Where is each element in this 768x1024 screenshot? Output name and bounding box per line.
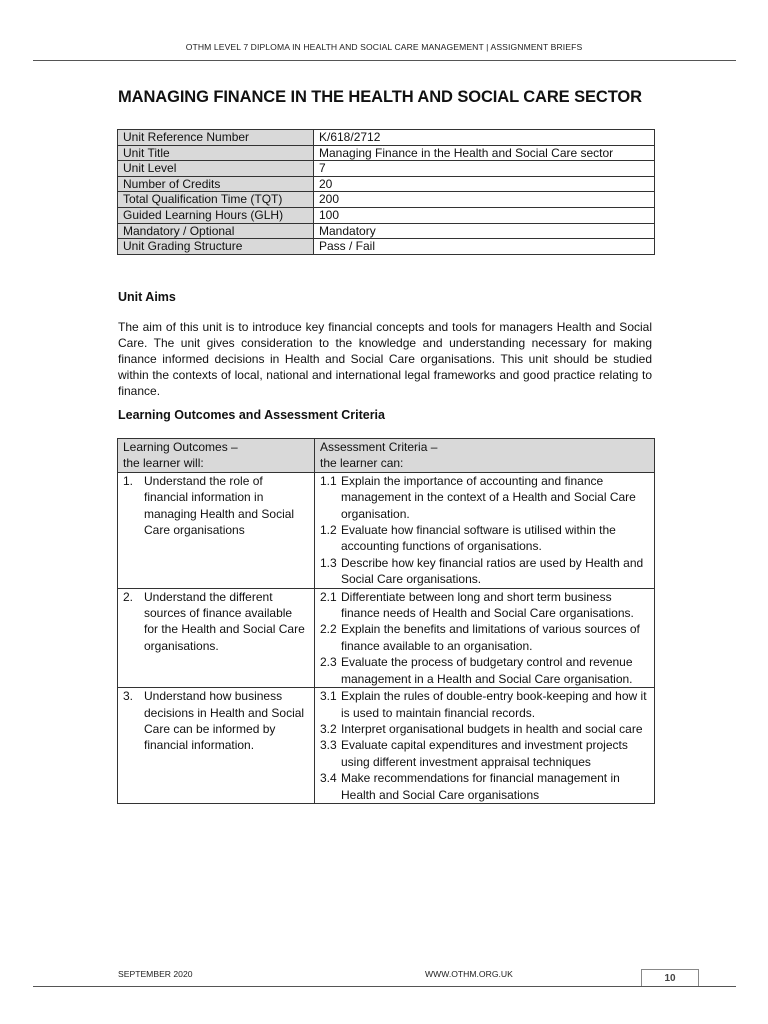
unit-info-key: Guided Learning Hours (GLH) [118, 207, 314, 223]
outcomes-heading: Learning Outcomes and Assessment Criteria [118, 408, 385, 422]
unit-info-key: Unit Title [118, 145, 314, 161]
unit-info-key: Number of Credits [118, 176, 314, 192]
criterion-text: Evaluate capital expenditures and investment projects using different investment appraisal techniques [341, 738, 628, 769]
unit-info-row [118, 192, 655, 208]
learning-outcome-cell [118, 472, 315, 588]
unit-info-value: 100 [314, 207, 655, 223]
learning-outcome-cell [118, 688, 315, 804]
criterion-item [320, 737, 649, 770]
criterion-item [320, 688, 649, 721]
criterion-item [320, 721, 649, 737]
unit-info-value: 20 [314, 176, 655, 192]
unit-info-row [118, 176, 655, 192]
learning-outcome [123, 473, 309, 539]
page-title: MANAGING FINANCE IN THE HEALTH AND SOCIAL CARE SECTOR [118, 88, 642, 106]
learning-outcome [123, 589, 309, 655]
learning-outcome [123, 688, 309, 754]
criterion-number: 1.2 [320, 523, 337, 538]
criterion-item [320, 770, 649, 803]
unit-info-key: Total Qualification Time (TQT) [118, 192, 314, 208]
outcomes-table-header [118, 439, 655, 473]
criterion-number: 2.2 [320, 622, 337, 637]
footer-date: SEPTEMBER 2020 [118, 969, 193, 979]
unit-info-value: Mandatory [314, 223, 655, 239]
criterion-item [320, 589, 649, 622]
unit-info-table [117, 129, 655, 255]
page-number: 10 [641, 969, 699, 986]
unit-info-row [118, 161, 655, 177]
unit-aims-text: The aim of this unit is to introduce key financial concepts and tools for managers Health and Social Care. The unit gives consideration to the knowledge and understanding necessary for making finance informed decisions in Health and Social Care organisations. This unit should be studied within the contexts of local, national and international legal frameworks and good practice relating to finance. [118, 320, 652, 398]
criterion-text: Differentiate between long and short term business finance needs of Health and Social Care organisations. [341, 589, 634, 621]
unit-info-value: Managing Finance in the Health and Social Care sector [314, 145, 655, 161]
outcome-number: 1. [123, 473, 134, 488]
outcome-text: Understand how business decisions in Health and Social Care can be informed by financial information. [144, 689, 305, 753]
assessment-criteria-cell [315, 588, 655, 687]
outcomes-table [117, 438, 655, 804]
criterion-text: Interpret organisational budgets in health and social care [341, 721, 643, 736]
criterion-text: Make recommendations for financial management in Health and Social Care organisations [341, 771, 620, 802]
criterion-item [320, 555, 649, 588]
outcome-number: 2. [123, 589, 134, 604]
criterion-text: Describe how key financial ratios are used by Health and Social Care organisations. [341, 555, 644, 587]
outcome-number: 3. [123, 689, 134, 704]
unit-info-key: Unit Reference Number [118, 130, 314, 146]
criterion-number: 3.4 [320, 771, 337, 786]
outcomes-column-header: Learning Outcomes – the learner will: [118, 439, 315, 473]
criterion-item [320, 654, 649, 687]
criterion-number: 3.3 [320, 738, 337, 753]
outcome-text: Understand the different sources of finance available for the Health and Social Care organisations. [144, 589, 305, 653]
criterion-item [320, 473, 649, 522]
criterion-item [320, 621, 649, 654]
unit-aims-heading: Unit Aims [118, 290, 176, 304]
unit-info-row [118, 239, 655, 255]
footer-divider [33, 986, 736, 987]
unit-info-key: Unit Level [118, 161, 314, 177]
outcome-row [118, 688, 655, 804]
criterion-text: Evaluate the process of budgetary control and revenue management in a Health and Social Care organisation. [341, 655, 633, 686]
criterion-text: Explain the importance of accounting and finance management in the context of a Health and Social Care organisation. [341, 473, 636, 521]
footer-website: WWW.OTHM.ORG.UK [425, 969, 513, 979]
learning-outcome-cell [118, 588, 315, 687]
unit-info-value: 200 [314, 192, 655, 208]
unit-info-row [118, 207, 655, 223]
criterion-item [320, 522, 649, 555]
header-divider [33, 60, 736, 61]
unit-info-value: 7 [314, 161, 655, 177]
unit-info-key: Mandatory / Optional [118, 223, 314, 239]
criterion-number: 1.3 [320, 555, 337, 570]
criteria-column-header: Assessment Criteria – the learner can: [315, 439, 655, 473]
criterion-text: Explain the benefits and limitations of various sources of finance available to an organisation. [341, 622, 640, 653]
criterion-number: 3.1 [320, 689, 337, 704]
criterion-number: 2.3 [320, 655, 337, 670]
unit-info-value: K/618/2712 [314, 130, 655, 146]
unit-info-row [118, 223, 655, 239]
criterion-number: 2.1 [320, 589, 337, 604]
running-header: OTHM LEVEL 7 DIPLOMA IN HEALTH AND SOCIAL CARE MANAGEMENT | ASSIGNMENT BRIEFS [185, 42, 583, 52]
outcome-row [118, 588, 655, 687]
outcome-text: Understand the role of financial information in managing Health and Social Care organisations [144, 473, 295, 538]
criterion-number: 3.2 [320, 721, 337, 736]
criterion-number: 1.1 [320, 473, 337, 488]
unit-info-row [118, 130, 655, 146]
assessment-criteria-cell [315, 472, 655, 588]
criterion-text: Explain the rules of double-entry book-keeping and how it is used to maintain financial records. [341, 689, 647, 720]
unit-info-row [118, 145, 655, 161]
outcome-row [118, 472, 655, 588]
assessment-criteria-cell [315, 688, 655, 804]
unit-info-key: Unit Grading Structure [118, 239, 314, 255]
unit-info-value: Pass / Fail [314, 239, 655, 255]
criterion-text: Evaluate how financial software is utilised within the accounting functions of organisations. [341, 523, 616, 554]
